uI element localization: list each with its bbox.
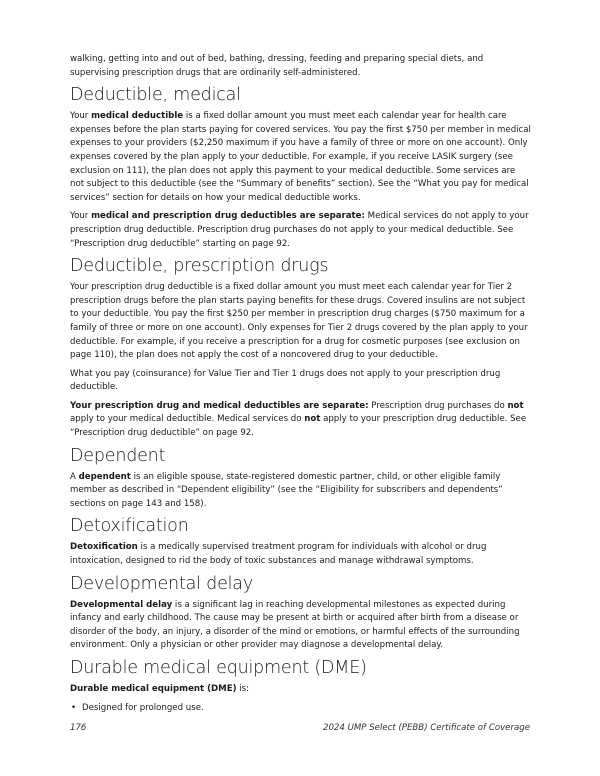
ded-med-paragraph-2 [70, 210, 532, 251]
emphasis-not: not [304, 414, 321, 425]
text-run: A [70, 471, 79, 482]
text-run: is a significant lag in reaching developmental milestones as expected during infancy and early childhood. The cause may be present at birth or acquired after birth from a disease or disorder of the body, an injury, a disorder of the mind or emotions, or harmful effects of the surrounding environment. Only a physician or other provider may diagnose a developmental delay. [70, 599, 520, 651]
heading-detoxification: Detoxification [70, 516, 189, 537]
ded-rx-paragraph-2: What you pay (coinsurance) for Value Tier and Tier 1 drugs does not apply to your prescription drug deductible. [70, 368, 501, 393]
list-item [70, 702, 532, 716]
page-number: 176 [70, 723, 87, 733]
term-detoxification: Detoxification [70, 542, 138, 553]
dme-paragraph [70, 683, 532, 697]
emphasis-not: not [507, 400, 524, 411]
dependent-paragraph [70, 471, 532, 512]
heading-deductible-rx: Deductible, prescription drugs [70, 256, 329, 277]
text-run: Medical services do not apply to your prescription drug deductible. Prescription drug purchases do not apply to your medical deductible. See “Prescription drug deductible” starting on page 92. [70, 211, 529, 249]
detox-paragraph [70, 541, 532, 568]
footer-title: 2024 UMP Select (PEBB) Certificate of Coverage [322, 723, 530, 733]
text-run: Your [70, 111, 92, 122]
term-developmental-delay: Developmental delay [70, 599, 173, 610]
heading-developmental-delay: Developmental delay [70, 573, 253, 594]
dme-list [70, 702, 532, 716]
text-run: apply to your prescription drug deductible. See “Prescription drug deductible” on page 92. [70, 414, 527, 439]
text-run: Prescription drug purchases do [368, 400, 508, 411]
text-run: is an eligible spouse, state-registered domestic partner, child, or other eligible family member as described in “Dependent eligibility” (see the “Eligibility for subscribers and dependents” sections on page 143 and 158). [70, 471, 503, 509]
devdelay-paragraph [70, 599, 532, 653]
page-content [70, 53, 532, 715]
term-medical-deductible: medical deductible [91, 111, 184, 122]
term-dme: Durable medical equipment (DME) [70, 684, 237, 694]
text-run: is a fixed dollar amount you must meet each calendar year for health care expenses before the plan starts paying for covered services. You pay the first $750 per member in medical expenses to your providers ($2,250 maximum if you have a family of three or more on one account). Only expenses covered by the plan apply to your deductible. For example, if you receive LASIK surgery (see exclusion on 111), the plan does not apply this payment to your medical deductible. Some services are not subject to this deductible (see the “Summary of benefits” section). See the “What you pay for medical services” section for details on how your medical deductible works. [70, 111, 531, 203]
list-item-text: Designed for prolonged use. [82, 702, 204, 713]
bullet-icon: • [71, 702, 77, 713]
term-dependent: dependent [78, 471, 131, 482]
heading-deductible-medical: Deductible, medical [70, 85, 241, 106]
ded-rx-paragraph-3 [70, 400, 532, 441]
text-run: apply to your medical deductible. Medical services do [70, 414, 305, 425]
term-deductibles-separate: medical and prescription drug deductibles are separate: [91, 211, 365, 222]
ded-rx-paragraph-1: Your prescription drug deductible is a fixed dollar amount you must meet each calendar year for Tier 2 prescription drugs before the plan starts paying benefits for these drugs. Covered insulins are not subject to your deductible. You pay the first $250 per member in prescription drug charges ($750 maximum for a family of three or more on one account). Only expenses for Tier 2 drugs covered by the plan apply to your deductible. For example, if you receive a prescription for a drug for cosmetic purposes (see exclusion on page 110), the plan does not apply the cost of a noncovered drug to your deductible. [70, 282, 528, 361]
intro-paragraph: walking, getting into and out of bed, bathing, dressing, feeding and preparing special diets, and supervising prescription drugs that are ordinarily self-administered. [70, 54, 484, 78]
text-run: Your [70, 211, 92, 222]
text-run: is: [236, 684, 250, 694]
heading-dme: Durable medical equipment (DME) [70, 658, 367, 678]
heading-dependent: Dependent [70, 445, 166, 466]
text-run: is a medically supervised treatment program for individuals with alcohol or drug intoxication, designed to rid the body of toxic substances and manage withdrawal symptoms. [70, 542, 487, 567]
term-rx-deductibles-separate: Your prescription drug and medical deductibles are separate: [70, 400, 369, 411]
ded-med-paragraph-1 [70, 110, 532, 205]
